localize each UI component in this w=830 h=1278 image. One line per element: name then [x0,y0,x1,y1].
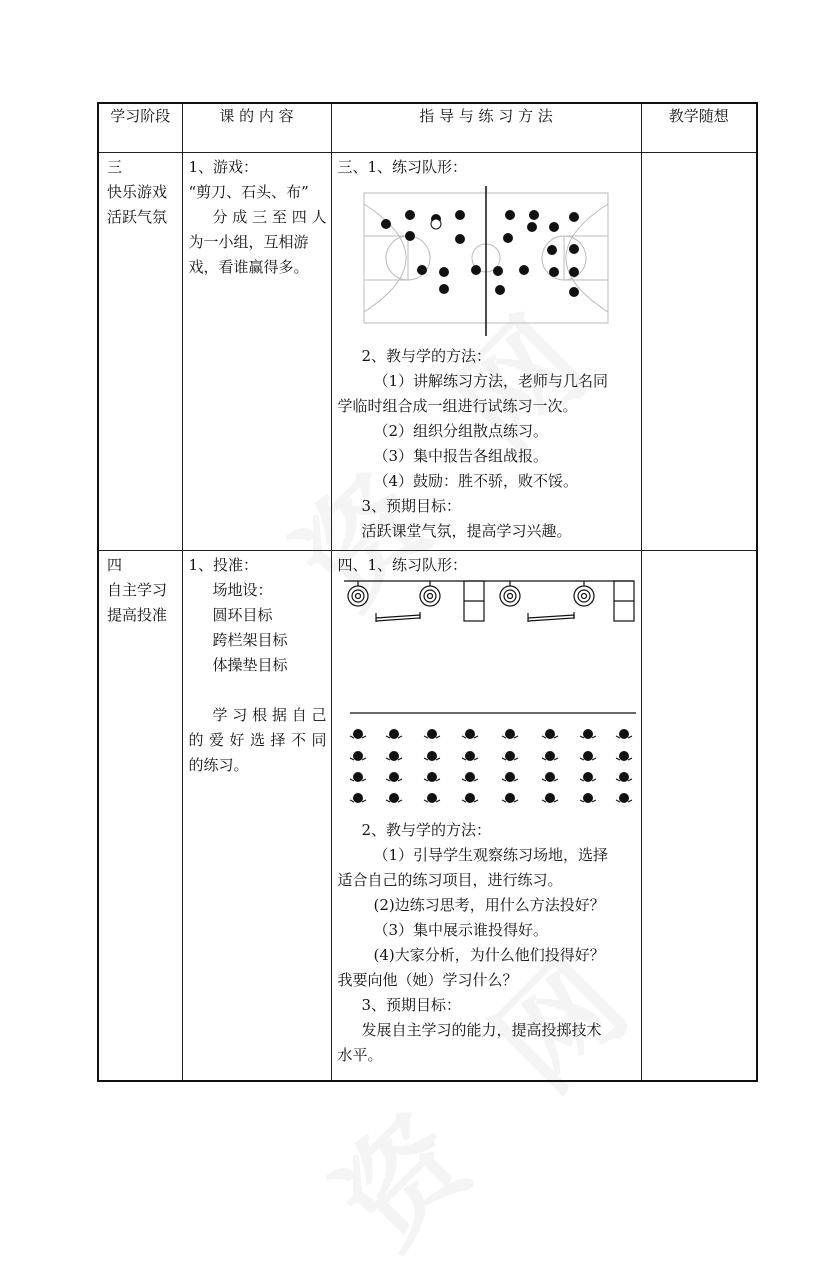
student-marker [502,729,518,739]
student-marker [462,751,478,761]
student-marker [616,729,632,739]
stage-title-2: 活跃气氛 [107,208,168,226]
student-marker [542,772,558,782]
student-markers [381,210,579,297]
student-marker [439,267,449,277]
stage-title-1: 自主学习 [107,581,168,599]
student-marker [381,219,391,229]
student-marker [527,222,537,232]
goal-text: 水平。 [337,1046,383,1064]
student-marker [350,751,366,761]
lesson-plan-table [97,102,758,1082]
student-marker [424,751,440,761]
student-marker [424,772,440,782]
section-three-content [182,153,331,551]
hurdle-target [376,612,420,622]
content-desc: 的练习。 [188,756,249,774]
content-desc: 学习根据自己 [212,706,327,724]
student-marker [547,245,557,255]
method-item: （1）引导学生观察练习场地，选择 [373,846,609,864]
header-method [331,103,641,153]
method-item: 学临时组合成一组进行试练习一次。 [337,397,578,415]
student-marker [505,210,515,220]
student-marker [405,210,415,220]
method-item: 适合自己的练习项目，进行练习。 [337,871,563,889]
student-marker [502,793,518,803]
student-marker [529,210,539,220]
student-marker [424,729,440,739]
header-content [182,103,331,153]
student-marker [386,751,402,761]
student-marker [580,793,596,803]
stage-number: 四 [107,556,123,574]
student-marker [495,285,505,295]
method-item: (2)边练习思考，用什么方法投好？ [373,896,605,914]
formation-title: 三、1、练习队形： [337,158,468,176]
method-item: （2）组织分组散点练习。 [373,422,549,440]
student-marker [580,772,596,782]
ring-target [500,581,520,606]
goal-text: 发展自主学习的能力，提高投掷技术 [361,1021,602,1039]
student-marker [549,267,559,277]
goal-text: 活跃课堂气氛，提高学习兴趣。 [361,522,572,540]
targets-row [344,581,634,622]
mat-target [614,581,634,621]
method-item: （4）鼓励：胜不骄，败不馁。 [373,472,579,490]
student-marker [542,793,558,803]
student-marker [502,751,518,761]
student-marker [549,222,559,232]
method-item: （1）讲解练习方法，老师与几名同 [373,372,609,390]
student-marker [350,729,366,739]
ring-target [574,581,594,606]
student-marker [424,793,440,803]
student-marker [350,793,366,803]
ring-target [348,581,368,606]
student-marker [569,212,579,222]
student-marker [350,772,366,782]
content-desc: 分成三至四人 [212,208,327,226]
student-marker [455,234,465,244]
header-stage: 学习阶段 [98,103,182,153]
section-four-stage [98,551,182,1081]
content-desc: 的爱好选择不同 [188,731,327,749]
student-marker [542,729,558,739]
method-item: 我要向他（她）学习什么？ [337,971,518,989]
student-marker [502,772,518,782]
stage-title-2: 提高投准 [107,606,168,624]
target-item: 体操垫目标 [212,656,288,674]
target-item: 跨栏架目标 [212,631,288,649]
section-three-row [98,153,757,551]
teach-method-title: 2、教与学的方法： [361,347,492,365]
game-name: “剪刀、石头、布” [188,183,309,201]
header-content-label: 课 的 内 容 [219,107,294,125]
target-item: 圆环目标 [212,606,273,624]
hurdle-target [528,612,574,622]
student-marker [386,793,402,803]
student-marker [519,265,529,275]
content-title: 1、游戏： [188,158,259,176]
student-marker [569,287,579,297]
student-marker [386,772,402,782]
student-marker [569,267,579,277]
ring-target [420,581,440,606]
student-marker [542,751,558,761]
student-marker [462,729,478,739]
method-item: (4)大家分析，为什么他们投得好？ [373,946,605,964]
stage-number: 三 [107,158,123,176]
student-marker [455,210,465,220]
student-marker [580,751,596,761]
formation-title: 四、1、练习队形： [337,556,468,574]
student-grid [350,729,632,803]
student-marker [569,244,579,254]
student-marker [462,772,478,782]
section-three-stage [98,153,182,551]
student-marker [431,219,441,229]
section-four-method [331,551,641,1081]
teach-method-title: 2、教与学的方法： [361,821,492,839]
student-marker [616,793,632,803]
header-notes: 教学随想 [641,103,757,153]
student-marker [471,265,481,275]
section-four-notes [641,551,757,1081]
goal-title: 3、预期目标： [361,996,462,1014]
student-marker [439,284,449,294]
student-marker [503,233,513,243]
student-marker [386,729,402,739]
basketball-court-diagram [338,186,638,336]
header-method-label: 指 导 与 练 习 方 法 [419,107,553,125]
content-title: 1、投准： [188,556,259,574]
section-four-row [98,551,757,1081]
venue-label: 场地设： [212,581,273,599]
throwing-field-diagram [338,578,638,810]
student-marker [580,729,596,739]
section-four-content [182,551,331,1081]
content-desc: 为一小组，互相游 [188,233,309,251]
student-marker [616,772,632,782]
stage-title-1: 快乐游戏 [107,183,168,201]
student-marker [616,751,632,761]
goal-title: 3、预期目标： [361,497,462,515]
student-marker [493,266,503,276]
header-row [98,103,757,153]
section-three-notes [641,153,757,551]
method-item: （3）集中展示谁投得好。 [373,921,549,939]
section-three-method [331,153,641,551]
student-marker [417,265,427,275]
mat-target [464,581,484,621]
student-marker [405,231,415,241]
method-item: （3）集中报告各组战报。 [373,447,549,465]
student-marker [462,793,478,803]
content-desc: 戏，看谁赢得多。 [188,258,309,276]
